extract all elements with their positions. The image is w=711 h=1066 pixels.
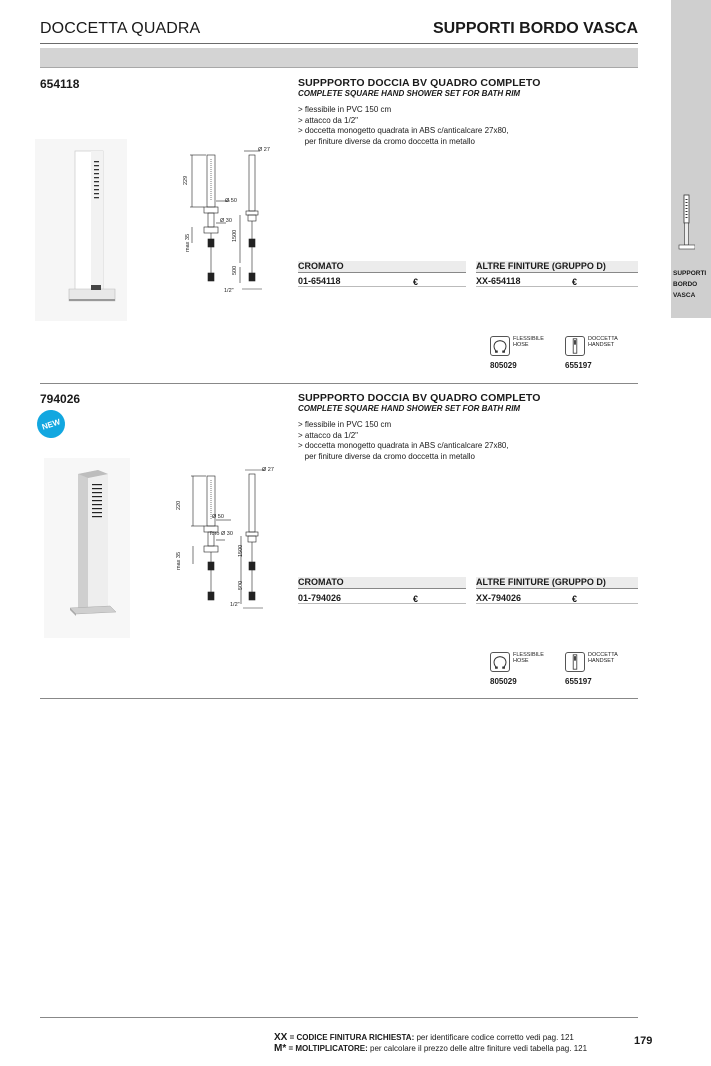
side-tab-line-2: BORDO	[673, 281, 698, 288]
product-title: SUPPPORTO DOCCIA BV QUADRO COMPLETO	[298, 392, 541, 404]
accessory-code: 805029	[490, 361, 517, 370]
product-subtitle: COMPLETE SQUARE HAND SHOWER SET FOR BATH RIM	[298, 404, 521, 413]
handset-icon	[565, 652, 585, 672]
dim-label-1500: 1500	[232, 229, 238, 242]
price-header-chrome	[298, 577, 466, 589]
accessory-hose[interactable]	[490, 652, 560, 684]
page-number: 179	[634, 1035, 653, 1047]
legend-title-m: = MOLTIPLICATORE:	[286, 1044, 368, 1053]
dim-label-d50: Ø 50	[225, 198, 237, 204]
legend-key-m: M*	[274, 1043, 287, 1054]
dim-label-1500: 1500	[238, 544, 244, 557]
product-title: SUPPPORTO DOCCIA BV QUADRO COMPLETO	[298, 77, 541, 89]
technical-drawing	[182, 143, 282, 303]
accessory-label-it: FLESSIBILE	[513, 336, 544, 342]
accessory-label	[588, 652, 618, 664]
feature-4: per finiture diverse da cromo doccetta in metallo	[298, 136, 475, 146]
feature-4: per finiture diverse da cromo doccetta in metallo	[298, 451, 475, 461]
dim-label-max35: max 35	[185, 233, 191, 252]
accessory-code: 805029	[490, 677, 517, 684]
handset-icon	[565, 336, 585, 356]
product-code: 794026	[40, 392, 81, 406]
product-code: 654118	[40, 77, 80, 91]
accessory-code: 655197	[565, 361, 592, 370]
price-currency-chrome: €	[413, 277, 419, 287]
side-tab-line-1: SUPPORTI	[673, 270, 707, 277]
accessory-label-en: HOSE	[513, 658, 529, 664]
dim-label-d30: Ø 30	[220, 218, 232, 224]
accessory-handset[interactable]	[565, 652, 635, 684]
dim-label-height: 229	[183, 175, 189, 185]
product-photo	[44, 458, 130, 638]
price-row-chrome	[298, 275, 466, 287]
price-header-other	[476, 261, 638, 273]
dim-label-d50: Ø 50	[212, 514, 224, 520]
dim-label-500: 500	[232, 265, 238, 275]
accessory-code: 655197	[565, 677, 592, 684]
technical-drawing	[185, 464, 285, 624]
accessory-label-en: HANDSET	[588, 658, 615, 664]
footer-legend-m	[274, 1043, 587, 1054]
section-divider	[40, 383, 638, 384]
price-header-chrome	[298, 261, 466, 273]
price-code-other: XX-794026	[476, 593, 522, 603]
header-band	[40, 48, 638, 68]
price-header-chrome-label: CROMATO	[298, 577, 344, 587]
dim-label-d27: Ø 27	[258, 147, 270, 153]
page-header-left: DOCCETTA QUADRA	[40, 20, 201, 37]
price-currency-other: €	[572, 594, 578, 604]
page-header-right: SUPPORTI BORDO VASCA	[432, 20, 638, 37]
accessory-label-it: DOCCETTA	[588, 336, 618, 342]
hose-icon	[490, 336, 510, 356]
price-row-other	[476, 275, 638, 287]
legend-title-xx: = CODICE FINITURA RICHIESTA:	[287, 1033, 415, 1042]
price-row-other	[476, 592, 638, 604]
product-subtitle: COMPLETE SQUARE HAND SHOWER SET FOR BATH RIM	[298, 89, 521, 98]
hose-icon	[490, 652, 510, 672]
dim-label-max35: max 35	[176, 551, 182, 570]
price-code-chrome: 01-794026	[298, 593, 342, 603]
price-code-chrome: 01-654118	[298, 276, 341, 286]
accessory-label	[513, 652, 544, 664]
feature-2: > attacco da 1/2"	[298, 115, 358, 125]
price-header-other	[476, 577, 638, 589]
header-rule	[40, 43, 638, 44]
dim-label-thread: 1/2"	[224, 288, 234, 294]
hand-shower-icon	[677, 193, 695, 255]
section-divider	[40, 698, 638, 699]
price-header-other-label: ALTRE FINITURE (GRUPPO D)	[476, 577, 606, 587]
price-header-other-label: ALTRE FINITURE (GRUPPO D)	[476, 261, 606, 271]
footer-legend-xx	[274, 1032, 574, 1043]
price-header-chrome-label: CROMATO	[298, 261, 344, 271]
accessory-label-it: DOCCETTA	[588, 652, 618, 658]
accessory-label-en: HOSE	[513, 342, 529, 348]
accessory-label-en: HANDSET	[588, 342, 615, 348]
feature-1: > flessibile in PVC 150 cm	[298, 105, 392, 114]
feature-3: > doccetta monogetto quadrata in ABS c/anticalcare 27x80,	[298, 441, 509, 450]
dim-label-500: 500	[238, 580, 244, 590]
side-tab-label	[673, 268, 706, 301]
feature-3: > doccetta monogetto quadrata in ABS c/anticalcare 27x80,	[298, 126, 509, 135]
accessory-label	[588, 336, 618, 348]
legend-key-xx: XX	[274, 1032, 288, 1043]
legend-text-m: per calcolare il prezzo delle altre finiture vedi tabella pag. 121	[367, 1044, 588, 1053]
footer-rule	[40, 1017, 638, 1018]
accessory-label	[513, 336, 544, 348]
product-section-794026	[40, 392, 638, 692]
accessory-label-it: FLESSIBILE	[513, 652, 544, 658]
feature-1: > flessibile in PVC 150 cm	[298, 420, 392, 429]
accessory-hose[interactable]	[490, 336, 560, 372]
feature-2: > attacco da 1/2"	[298, 430, 358, 440]
legend-text-xx: per identificare codice corretto vedi pag. 121	[414, 1033, 574, 1042]
dim-label-d27: Ø 27	[262, 467, 274, 473]
price-currency-other: €	[572, 277, 578, 287]
product-photo	[35, 139, 127, 321]
dim-label-d30: foro Ø 30	[210, 531, 233, 537]
product-section-654118	[40, 77, 638, 377]
new-badge: NEW	[33, 406, 68, 441]
side-tab-line-3: VASCA	[673, 292, 696, 299]
price-code-other: XX-654118	[476, 276, 521, 286]
price-currency-chrome: €	[413, 594, 419, 604]
accessory-handset[interactable]	[565, 336, 635, 372]
dim-label-thread: 1/2"	[230, 602, 240, 608]
dim-label-height: 220	[176, 500, 182, 510]
price-row-chrome	[298, 592, 466, 604]
